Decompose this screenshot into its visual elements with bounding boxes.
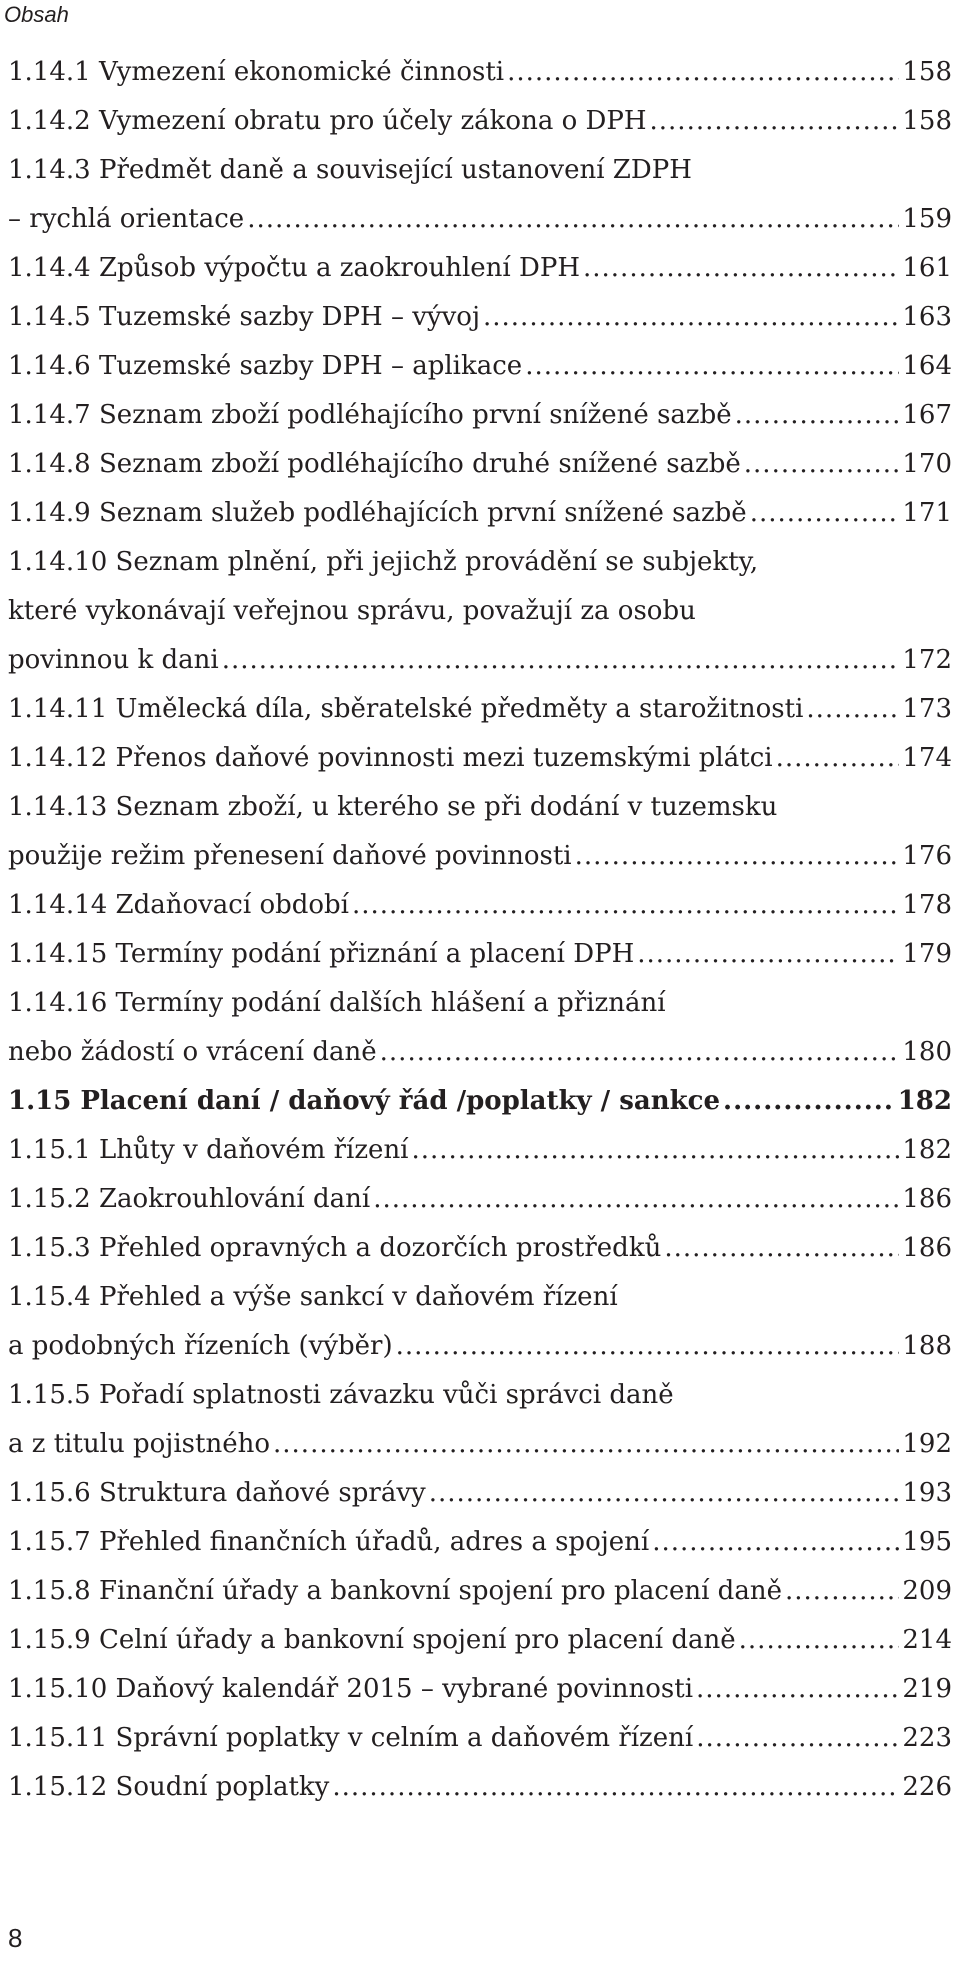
toc-entry [8,1567,952,1616]
toc-entry-page: 167 [902,400,952,430]
dot-leader [664,1224,899,1273]
toc-entry [8,832,952,881]
toc-entry-page: 161 [902,253,952,283]
toc-entry-title: 1.15.8 Finanční úřady a bankovní spojení pro placení daně [8,1576,782,1606]
table-of-contents [8,48,952,1812]
toc-entry [8,538,952,587]
toc-entry-title: 1.14.9 Seznam služeb podléhajících první snížené sazbě [8,498,747,528]
toc-entry-page: 174 [902,743,952,773]
toc-entry [8,734,952,783]
toc-entry [8,979,952,1028]
dot-leader [507,48,899,97]
toc-entry [8,636,952,685]
toc-entry [8,48,952,97]
toc-entry-title: 1.14.1 Vymezení ekonomické činnosti [8,57,505,87]
toc-entry-title: 1.14.11 Umělecká díla, sběratelské předměty a starožitnosti [8,694,804,724]
dot-leader [352,881,899,930]
toc-entry [8,342,952,391]
toc-entry [8,1371,952,1420]
toc-entry-title: – rychlá orientace [8,204,245,234]
dot-leader [247,195,899,244]
toc-entry [8,1518,952,1567]
dot-leader [652,1518,899,1567]
toc-entry-title: 1.14.13 Seznam zboží, u kterého se při dodání v tuzemsku [8,792,778,822]
dot-leader [222,636,900,685]
dot-leader [396,1322,900,1371]
toc-entry-page: 159 [902,204,952,234]
toc-entry [8,97,952,146]
toc-entry-page: 186 [902,1233,952,1263]
dot-leader [273,1420,899,1469]
toc-entry-title: nebo žádostí o vrácení daně [8,1037,377,1067]
page-number: 8 [8,1923,23,1953]
toc-entry-page: 176 [902,841,952,871]
dot-leader [696,1665,899,1714]
dot-leader [637,930,899,979]
toc-entry-page: 223 [902,1723,952,1753]
toc-entry-page: 188 [902,1331,952,1361]
toc-entry-title: 1.14.16 Termíny podání dalších hlášení a přiznání [8,988,666,1018]
toc-entry-page: 173 [902,694,952,724]
toc-entry [8,783,952,832]
toc-entry-title: 1.15.2 Zaokrouhlování daní [8,1184,371,1214]
toc-entry-title: 1.15.3 Přehled opravných a dozorčích prostředků [8,1233,662,1263]
dot-leader [735,391,900,440]
toc-entry-page: 180 [902,1037,952,1067]
toc-entry [8,1420,952,1469]
running-header: Obsah [4,2,69,27]
toc-entry [8,1616,952,1665]
toc-entry [8,1714,952,1763]
toc-entry [8,1175,952,1224]
toc-entry-page: 193 [902,1478,952,1508]
toc-entry [8,1224,952,1273]
toc-entry-title: 1.14.4 Způsob výpočtu a zaokrouhlení DPH [8,253,580,283]
toc-entry-title: 1.14.7 Seznam zboží podléhajícího první snížené sazbě [8,400,732,430]
toc-entry-page: 158 [902,57,952,87]
toc-entry [8,1469,952,1518]
dot-leader [429,1469,900,1518]
dot-leader [776,734,900,783]
toc-entry-page: 214 [902,1625,952,1655]
toc-entry [8,685,952,734]
toc-entry-title: 1.15.11 Správní poplatky v celním a daňovém řízení [8,1723,694,1753]
toc-entry-title: 1.15.9 Celní úřady a bankovní spojení pro placení daně [8,1625,736,1655]
dot-leader [412,1126,900,1175]
toc-entry-title: 1.14.8 Seznam zboží podléhajícího druhé snížené sazbě [8,449,741,479]
toc-entry [8,881,952,930]
toc-entry-title: 1.14.3 Předmět daně a související ustanovení ZDPH [8,155,692,185]
toc-entry-title: 1.15.7 Přehled finančních úřadů, adres a spojení [8,1527,650,1557]
toc-entry-title: 1.14.5 Tuzemské sazby DPH – vývoj [8,302,480,332]
toc-entry-title: 1.14.6 Tuzemské sazby DPH – aplikace [8,351,523,381]
dot-leader [739,1616,900,1665]
toc-entry-page: 158 [902,106,952,136]
toc-entry-title: 1.15.1 Lhůty v daňovém řízení [8,1135,409,1165]
toc-entry-page: 172 [902,645,952,675]
dot-leader [575,832,900,881]
toc-entry-title: 1.14.2 Vymezení obratu pro účely zákona o DPH [8,106,647,136]
toc-entry [8,244,952,293]
toc-entry-title: 1.15.6 Struktura daňové správy [8,1478,426,1508]
toc-entry-page: 163 [902,302,952,332]
toc-entry-title: a z titulu pojistného [8,1429,271,1459]
toc-entry [8,293,952,342]
toc-entry [8,1763,952,1812]
dot-leader [744,440,900,489]
toc-entry-page: 195 [902,1527,952,1557]
toc-entry-page: 170 [902,449,952,479]
toc-entry-title: které vykonávají veřejnou správu, považují za osobu [8,596,696,626]
toc-entry-page: 164 [902,351,952,381]
dot-leader [380,1028,900,1077]
toc-entry-title: 1.14.15 Termíny podání přiznání a placení DPH [8,939,635,969]
toc-entry [8,146,952,195]
toc-entry [8,489,952,538]
dot-leader [525,342,899,391]
toc-entry-title: 1.15.10 Daňový kalendář 2015 – vybrané povinnosti [8,1674,694,1704]
toc-entry-page: 171 [902,498,952,528]
toc-entry [8,930,952,979]
toc-entry-page: 179 [902,939,952,969]
toc-entry [8,1273,952,1322]
toc-entry-title: použije režim přenesení daňové povinnosti [8,841,572,871]
toc-entry [8,195,952,244]
dot-leader [332,1763,899,1812]
dot-leader [373,1175,899,1224]
dot-leader [650,97,900,146]
toc-entry-page: 192 [902,1429,952,1459]
dot-leader [583,244,899,293]
toc-entry-page: 182 [902,1135,952,1165]
toc-entry-page: 186 [902,1184,952,1214]
toc-entry [8,1665,952,1714]
toc-entry-page: 226 [902,1772,952,1802]
toc-entry-title: povinnou k dani [8,645,219,675]
toc-entry [8,1126,952,1175]
toc-entry-page: 178 [902,890,952,920]
dot-leader [750,489,900,538]
toc-entry-title: 1.15 Placení daní / daňový řád /poplatky / sankce [8,1086,721,1116]
dot-leader [696,1714,899,1763]
toc-entry [8,1322,952,1371]
dot-leader [723,1077,895,1126]
toc-entry [8,587,952,636]
toc-entry-page: 182 [897,1086,952,1116]
dot-leader [806,685,899,734]
toc-entry-title: a podobných řízeních (výběr) [8,1331,393,1361]
toc-entry [8,391,952,440]
toc-entry-title: 1.14.12 Přenos daňové povinnosti mezi tuzemskými plátci [8,743,773,773]
toc-entry-title: 1.15.12 Soudní poplatky [8,1772,330,1802]
toc-entry-title: 1.15.4 Přehled a výše sankcí v daňovém řízení [8,1282,618,1312]
toc-entry-title: 1.15.5 Pořadí splatnosti závazku vůči správci daně [8,1380,674,1410]
toc-entry-title: 1.14.10 Seznam plnění, při jejichž provádění se subjekty, [8,547,759,577]
toc-entry [8,1077,952,1126]
toc-entry-title: 1.14.14 Zdaňovací období [8,890,349,920]
dot-leader [483,293,899,342]
dot-leader [785,1567,899,1616]
toc-entry [8,440,952,489]
toc-entry [8,1028,952,1077]
toc-entry-page: 219 [902,1674,952,1704]
toc-entry-page: 209 [902,1576,952,1606]
